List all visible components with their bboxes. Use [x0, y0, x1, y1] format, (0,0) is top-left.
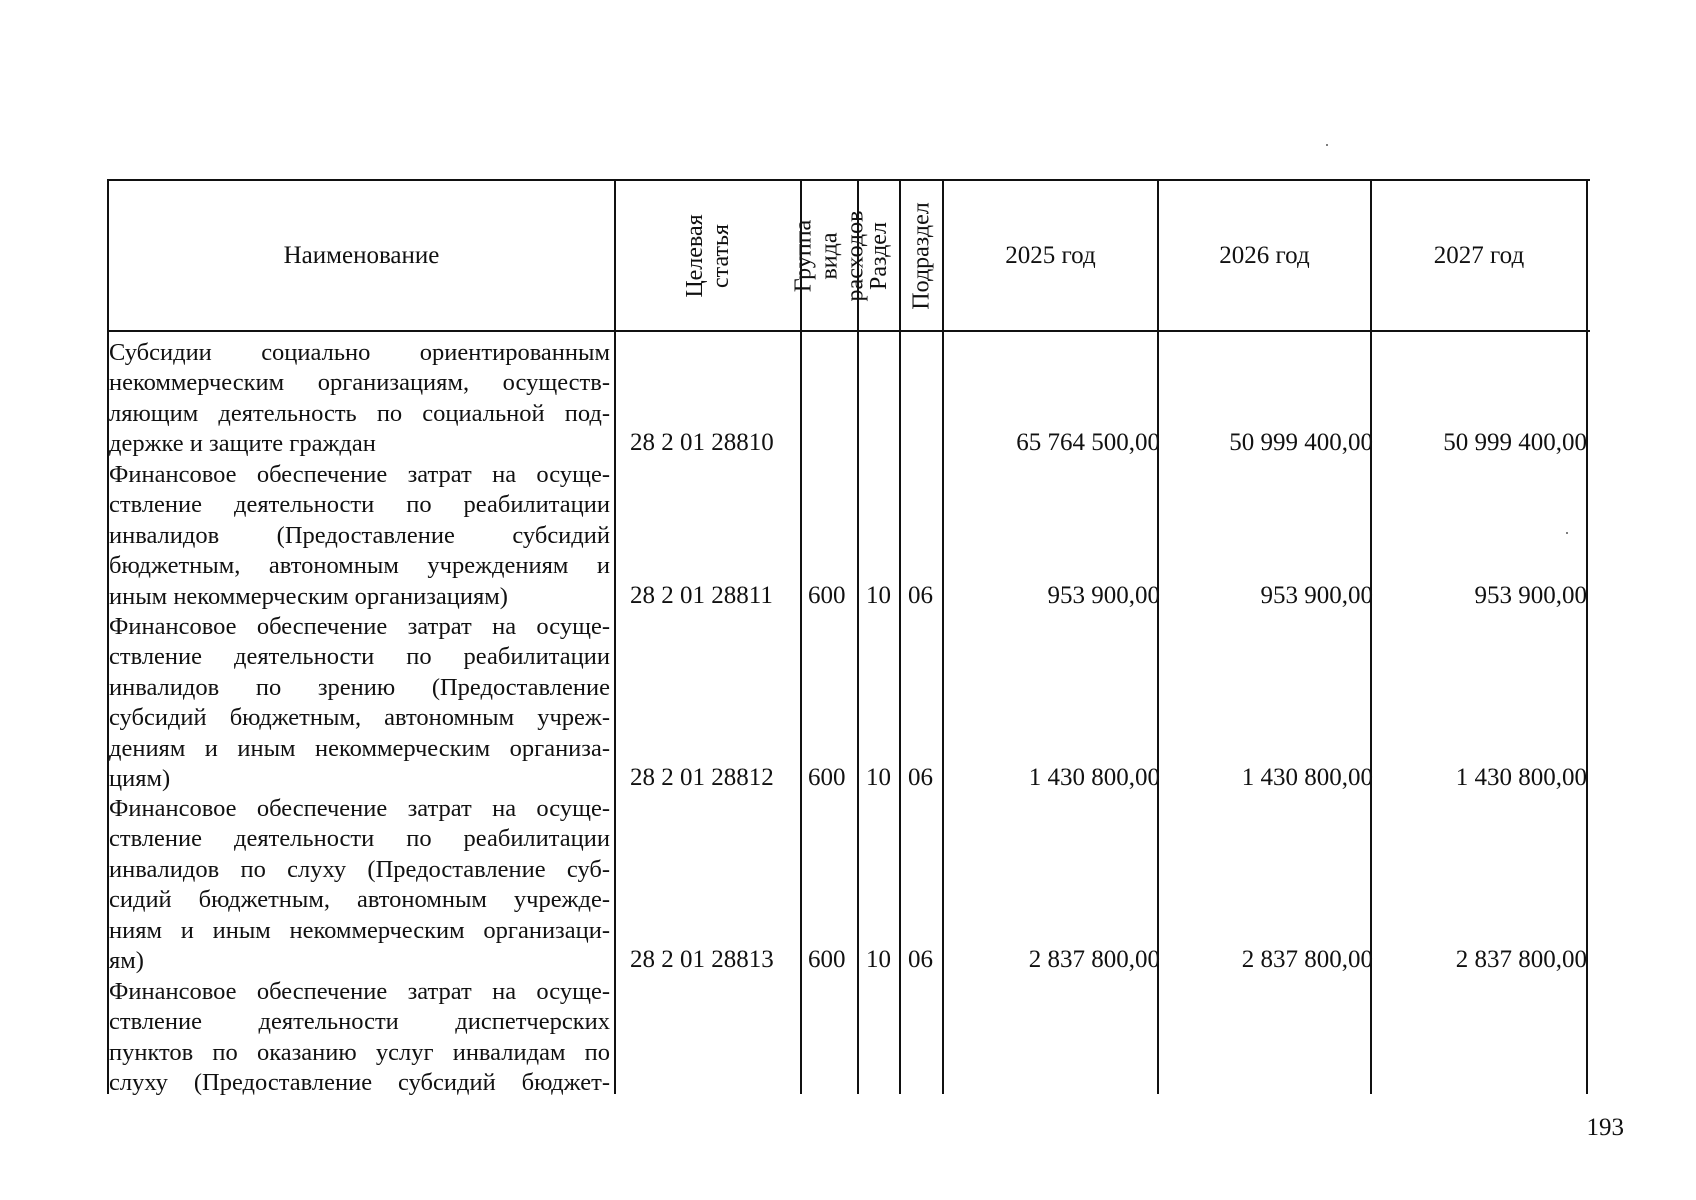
row-amount-2025: 65 764 500,00: [1016, 429, 1160, 457]
row-amount-2027: 953 900,00: [1474, 581, 1587, 609]
row-amount-2027: 50 999 400,00: [1443, 429, 1587, 457]
row-name-line: сидий бюджетным, автономным учрежде-: [109, 886, 610, 914]
row-name-line: Финансовое обеспечение затрат на осуще-: [109, 613, 610, 640]
row-amount-2027: 1 430 800,00: [1455, 764, 1587, 791]
row-name-line: ствление деятельности по реабилитации: [109, 643, 610, 671]
row-name: [109, 794, 610, 976]
header-bottom-border: [107, 330, 1590, 332]
row-target-item: 28 2 01 28812: [630, 764, 774, 791]
row-subsection: 06: [908, 764, 933, 791]
row-amount-2026: 2 837 800,00: [1241, 946, 1373, 973]
row-amount-2025: 953 900,00: [1047, 581, 1160, 609]
header-section: Раздел: [866, 221, 893, 290]
row-name-line: держке и защите граждан: [109, 430, 376, 458]
row-name-line: ствление деятельности по реабилитации: [109, 491, 610, 519]
row-name-line: инвалидов по слуху (Предоставление суб-: [109, 855, 610, 883]
row-name: [109, 977, 610, 1099]
row-name-line: субсидий бюджетным, автономным учреж-: [109, 704, 610, 732]
header-subsection: Подраздел: [908, 201, 935, 310]
row-name: [109, 460, 610, 612]
page-number: 193: [1586, 1114, 1624, 1141]
row-subsection: 06: [908, 946, 933, 973]
row-amount-2026: 1 430 800,00: [1241, 764, 1373, 791]
row-target-item: 28 2 01 28810: [630, 429, 774, 457]
row-name: [109, 612, 610, 794]
row-name-line: Финансовое обеспечение затрат на осуще-: [109, 978, 610, 1005]
row-name-line: Финансовое обеспечение затрат на осуще-: [109, 795, 610, 822]
row-name-line: иным некоммерческим организациям): [109, 582, 508, 610]
row-amount-2027: 2 837 800,00: [1455, 946, 1587, 973]
row-name-line: ляющим деятельность по социальной под-: [109, 399, 610, 427]
row-expense-group: 600: [808, 764, 846, 791]
row-name-line: Субсидии социально ориентированным: [109, 339, 610, 366]
row-target-item: 28 2 01 28811: [630, 581, 773, 609]
row-name-line: некоммерческим организациям, осуществ-: [109, 369, 610, 397]
row-expense-group: 600: [808, 946, 846, 973]
row-expense-group: 600: [808, 581, 846, 609]
row-name-line: инвалидов (Предоставление субсидий: [109, 521, 610, 549]
row-name-line: инвалидов по зрению (Предоставление: [109, 673, 610, 701]
row-section: 10: [866, 764, 891, 791]
row-name-line: ствление деятельности по реабилитации: [109, 825, 610, 853]
header-2025: 2025 год: [1005, 241, 1096, 269]
header-2027: 2027 год: [1433, 241, 1525, 269]
row-section: 10: [866, 581, 891, 609]
row-name-line: дениям и иным некоммерческим организа-: [109, 734, 610, 762]
row-name: [109, 338, 610, 460]
scan-speck: [1566, 532, 1568, 534]
row-name-line: пунктов по оказанию услуг инвалидам по: [109, 1038, 610, 1066]
row-amount-2026: 50 999 400,00: [1229, 429, 1373, 457]
row-name-line: ствление деятельности диспетчерских: [109, 1008, 610, 1036]
header-name: Наименование: [283, 241, 440, 269]
row-amount-2026: 953 900,00: [1260, 581, 1373, 609]
header-target-item: Целевая статья: [682, 213, 734, 298]
row-name-line: Финансовое обеспечение затрат на осуще-: [109, 461, 610, 488]
row-amount-2025: 1 430 800,00: [1028, 764, 1160, 791]
row-section: 10: [866, 946, 891, 973]
row-name-line: слуху (Предоставление субсидий бюджет-: [109, 1069, 610, 1097]
row-subsection: 06: [908, 581, 933, 609]
row-name-line: ниям и иным некоммерческим организаци-: [109, 916, 610, 944]
row-name-line: ям): [109, 947, 144, 975]
scan-speck: [1326, 144, 1328, 146]
header-expense-group: Группа вида расходов: [790, 210, 869, 301]
row-amount-2025: 2 837 800,00: [1028, 946, 1160, 973]
row-name-line: бюджетным, автономным учреждениям и: [109, 552, 610, 580]
row-name-line: циям): [109, 765, 171, 793]
row-target-item: 28 2 01 28813: [630, 946, 774, 973]
header-2026: 2026 год: [1219, 241, 1310, 269]
